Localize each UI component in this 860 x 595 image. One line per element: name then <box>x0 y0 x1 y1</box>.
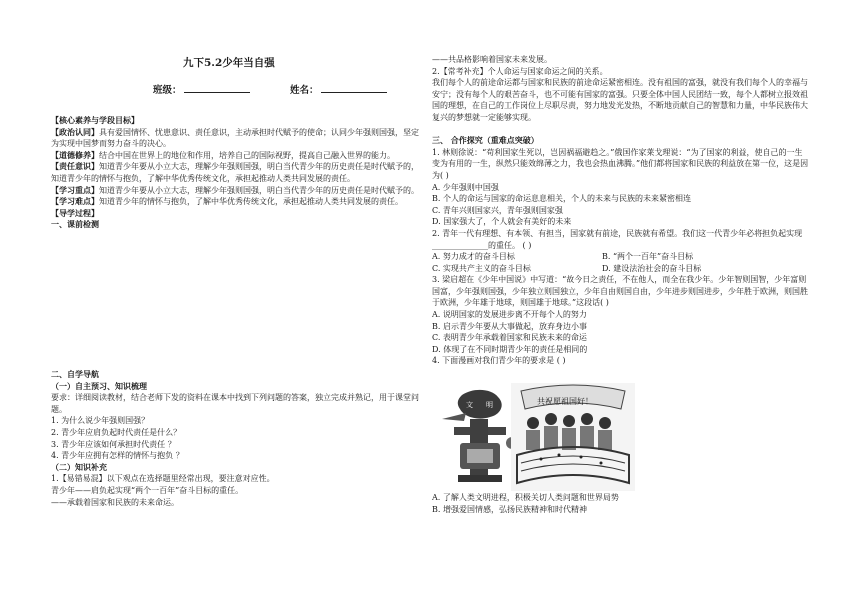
section-self-study: 二、自学导航 <box>51 369 99 379</box>
subsection-preview: （一）自主预习、知识梳理 <box>51 380 147 391</box>
knowledge-2: 青少年——肩负起实现“两个一百年”奋斗目标的重任。 <box>51 485 244 495</box>
question-c4: 4. 下面漫画对我们青少年的要求是 ( ) <box>432 356 566 366</box>
objective-4: 【学习重点】知道青少年要从小立大志，理解少年强则国强，明白当代青少年的历史责任是时代赋予的。 <box>51 184 419 195</box>
question-c1: 1. 林则徐说：“苟利国家生死以，岂因祸福避趋之。”俄国作家莱戈理说：“为了国家的利益，使自己的一生变为有用的一生，纵然只能效绵薄之力，我也会热血沸腾。”他们都将国家和民族的利益放在第一位，这是因为( ) <box>432 147 809 180</box>
left-column-lower <box>51 369 421 508</box>
cartoon-banner-text: 共祝愿祖国好！ <box>537 397 593 406</box>
right-line-1: ——共品格影响着国家未来发展。 <box>432 55 552 64</box>
option-c1c: C. 青年兴则国家兴，青年强则国家强 <box>432 205 563 215</box>
option-c4a: A. 了解人类文明进程，积极关切人类问题和世界局势 <box>432 493 619 502</box>
cartoon-word-2: 明 <box>486 401 493 409</box>
options-c2-row2: C. 实现共产主义的奋斗目标 D. 建设法治社会的奋斗目标 <box>432 263 702 273</box>
cartoon-word-1: 文 <box>466 401 473 409</box>
option-c3b: B. 启示青少年要从大事做起，放弃身边小事 <box>432 321 587 331</box>
knowledge-3: ——承载着国家和民族的未来命运。 <box>51 497 179 507</box>
class-field: 班级： <box>153 84 250 97</box>
left-column <box>51 115 421 231</box>
right-column-bottom <box>432 492 810 515</box>
subsection-knowledge: （二）知识补充 <box>51 461 107 472</box>
section-pretest: 一、课前检测 <box>51 219 99 230</box>
right-column <box>432 54 810 367</box>
option-c3c: C. 表明青少年承载着国家和民族未来的命运 <box>432 333 587 343</box>
question-2: 2. 青少年应肩负起时代责任是什么？ <box>51 427 182 437</box>
option-c3d: D. 体现了在不同时期青少年的责任是相同的 <box>432 344 588 354</box>
objectives-heading: 【核心素养与学段目标】 <box>51 115 139 125</box>
question-c3: 3. 梁启超在《少年中国说》中写道：“故今日之责任，不在他人，而全在我少年。少年智则国智，少年富则国富，少年强则国强，少年独立则国独立，少年自由则国自由，少年进步则国进步，少年胜于欧洲，则国胜于欧洲，少年雄于地球，则国雄于地球。”这段话( ) <box>432 275 808 308</box>
option-c1d: D. 国家强大了，个人就会有美好的未来 <box>432 217 572 227</box>
requirement-text: 要求：详细阅读教材，结合老师下发的资料在课本中找到下列问题的答案，独立完成并熟记，用于课堂问题。 <box>51 393 419 414</box>
right-paragraph: 我们每个人的前途命运都与国家和民族的前途命运紧密相连。没有祖国的富强，就没有我们每个人的幸福与安宁；没有每个人的艰苦奋斗，也不可能有国家的富强。只要全体中国人民团结一致，每个人都树立报效祖国的理想，在自己的工作岗位上尽职尽责，努力地发光发热，不断地贡献自己的智慧和力量，中华民族伟大复兴的梦想就一定能够实现。 <box>432 78 808 122</box>
right-line-2: 2.【常考补充】个人命运与国家命运之间的关系。 <box>432 66 608 76</box>
knowledge-1: 1.【易错易混】以下观点在选择题里经常出现，要注意对应性。 <box>51 474 275 484</box>
objective-1: 【政治认同】具有爱国情怀、忧患意识、责任意识，主动承担时代赋予的使命；认同少年强则国强，坚定为实现中国梦而努力奋斗的决心。 <box>51 126 419 149</box>
question-3: 3. 青少年应该如何承担时代责任 ？ <box>51 439 176 449</box>
option-c4b: B. 增强爱国情感，弘扬民族精神和时代精神 <box>432 504 587 514</box>
question-c2: 2. 青年一代有理想、有本领、有担当，国家就有前途，民族就有希望。我们这一代青少年必将担负起实现______________的重任。 ( ) <box>432 228 803 250</box>
objective-3: 【责任意识】知道青少年要从小立大志，理解少年强则国强，明白当代青少年的历史责任是时代赋予的，知道青少年的情怀与抱负，了解中华优秀传统文化，承担起推动人类共同发展的责任。 <box>51 161 419 183</box>
guide-heading: 【导学过程】 <box>51 207 99 218</box>
section-cooperation: 三、 合作探究（重难点突破） <box>432 135 539 146</box>
objective-2: 【道德修养】结合中国在世界上的地位和作用，培养自己的国际视野，提高自己融入世界的能力。 <box>51 149 395 160</box>
page-title: 九下5.2少年当自强 <box>183 57 275 69</box>
question-1: 1. 为什么说少年强则国强？ <box>51 416 150 426</box>
option-c3a: A. 说明国家的发展进步离不开每个人的努力 <box>432 310 587 320</box>
options-c2-row1: A. 努力成才的奋斗目标 B. “两个一百年”奋斗目标 <box>432 252 694 262</box>
name-field: 姓名： <box>290 84 387 97</box>
question-4: 4. 青少年应拥有怎样的情怀与抱负 ？ <box>51 451 184 461</box>
option-c1b: B. 个人的命运与国家的命运息息相关，个人的未来与民族的未来紧密相连 <box>432 194 691 204</box>
objective-5: 【学习难点】知道青少年的情怀与抱负，了解中华优秀传统文化，承担起推动人类共同发展的责任。 <box>51 196 403 207</box>
option-c1a: A. 少年强则中国强 <box>432 182 499 192</box>
cartoon-right-image <box>511 383 635 491</box>
